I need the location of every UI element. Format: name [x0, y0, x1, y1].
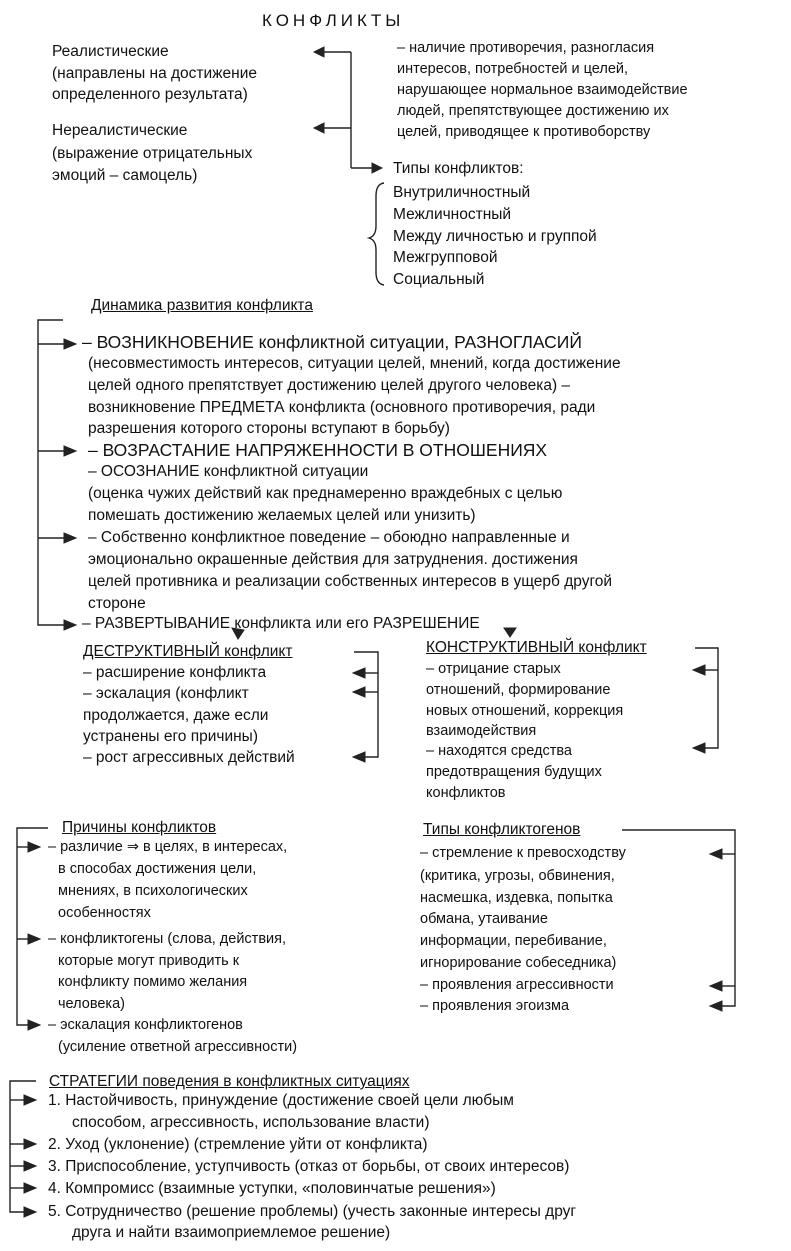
conflictogens-line: – стремление к превосходству — [420, 845, 626, 861]
dynamics-line: – РАЗВЕРТЫВАНИЕ конфликта или его РАЗРЕШЕНИЕ — [82, 615, 480, 632]
definition-line: целей, приводящее к противоборству — [397, 124, 651, 140]
conflict-type-item: Межличностный — [393, 206, 512, 223]
causes-line: особенностях — [58, 905, 151, 921]
dynamics-line: эмоционально окрашенные действия для затруднения. достижения — [88, 551, 578, 568]
causes-line: которые могут приводить к — [58, 953, 240, 969]
causes-line: – различие ⇒ в целях, в интересах, — [48, 839, 288, 855]
dynamics-header: Динамика развития конфликта — [91, 297, 313, 314]
unrealistic-desc-line: эмоций – самоцель) — [52, 167, 198, 184]
strategy-line: 3. Приспособление, уступчивость (отказ от борьбы, от своих интересов) — [48, 1158, 570, 1175]
dynamics-line: (несовместимость интересов, ситуации целей, мнений, когда достижение — [88, 355, 621, 372]
conflictogens-line: информации, перебивание, — [420, 933, 607, 949]
realistic-desc-line: (направлены на достижение — [52, 65, 258, 82]
causes-line: в способах достижения цели, — [58, 861, 257, 877]
constructive-line: взаимодействия — [426, 723, 537, 739]
conflict-types-header: Типы конфликтов: — [393, 160, 524, 177]
realistic-name: Реалистические — [52, 43, 169, 60]
unrealistic-name: Нереалистические — [52, 122, 188, 139]
conflictogens-line: – проявления эгоизма — [420, 998, 570, 1014]
page-title: КОНФЛИКТЫ — [262, 11, 405, 30]
dynamics-line: разрешения которого стороны вступают в борьбу) — [88, 420, 450, 437]
definition-line: людей, препятствующее достижению их — [397, 103, 669, 119]
conflict-type-item: Социальный — [393, 271, 485, 288]
constructive-line: отношений, формирование — [426, 682, 611, 698]
strategy-line: способом, агрессивность, использование власти) — [72, 1114, 430, 1131]
destructive-line: продолжается, даже если — [83, 707, 269, 724]
realistic-desc-line: определенного результата) — [52, 86, 248, 103]
unrealistic-desc-line: (выражение отрицательных — [52, 145, 253, 162]
strategy-line: 2. Уход (уклонение) (стремление уйти от конфликта) — [48, 1136, 428, 1153]
conflictogens-header: Типы конфликтогенов — [423, 821, 581, 838]
dynamics-line: – ОСОЗНАНИЕ конфликтной ситуации — [88, 463, 369, 480]
conflictogens-line: обмана, утаивание — [420, 911, 548, 927]
definition-line: интересов, потребностей и целей, — [397, 61, 629, 77]
dynamics-line: – ВОЗНИКНОВЕНИЕ конфликтной ситуации, РАЗНОГЛАСИЙ — [82, 332, 582, 352]
conflict-type-item: Внутриличностный — [393, 184, 531, 201]
destructive-header: ДЕСТРУКТИВНЫЙ конфликт — [83, 643, 293, 660]
constructive-line: конфликтов — [426, 785, 506, 801]
destructive-line: – эскалация (конфликт — [83, 685, 249, 702]
dynamics-line: – ВОЗРАСТАНИЕ НАПРЯЖЕННОСТИ В ОТНОШЕНИЯХ — [88, 440, 548, 460]
causes-line: мнениях, в психологических — [58, 883, 248, 899]
destructive-line: устранены его причины) — [83, 728, 258, 745]
conflictogens-line: (критика, угрозы, обвинения, — [420, 868, 615, 884]
dynamics-line: целей одного препятствует достижению целей другого человека) – — [88, 377, 571, 394]
destructive-line: – расширение конфликта — [83, 664, 267, 681]
causes-line: конфликту помимо желания — [58, 974, 248, 990]
definition-line: нарушающее нормальное взаимодействие — [397, 82, 688, 98]
dynamics-line: помешать достижению желаемых целей или унизить) — [88, 507, 476, 524]
constructive-line: предотвращения будущих — [426, 764, 602, 780]
dynamics-line: возникновение ПРЕДМЕТА конфликта (основного противоречия, ради — [88, 399, 596, 416]
destructive-line: – рост агрессивных действий — [83, 749, 295, 766]
causes-line: человека) — [58, 996, 125, 1012]
strategy-line: 5. Сотрудничество (решение проблемы) (учесть законные интересы друг — [48, 1203, 577, 1220]
definition-line: – наличие противоречия, разногласия — [397, 40, 655, 56]
dynamics-line: целей противника и реализации собственных интересов в ущерб другой — [88, 573, 613, 590]
constructive-header: КОНСТРУКТИВНЫЙ конфликт — [426, 639, 647, 656]
strategy-line: друга и найти взаимоприемлемое решение) — [72, 1224, 391, 1241]
constructive-line: – находятся средства — [426, 743, 572, 759]
strategy-line: 4. Компромисс (взаимные уступки, «половинчатые решения») — [48, 1180, 496, 1197]
causes-line: (усиление ответной агрессивности) — [58, 1039, 298, 1055]
dynamics-line: стороне — [88, 595, 146, 612]
causes-header: Причины конфликтов — [62, 819, 217, 836]
constructive-line: – отрицание старых — [426, 661, 561, 677]
conflict-type-item: Межгрупповой — [393, 249, 498, 266]
causes-line: – эскалация конфликтогенов — [48, 1017, 243, 1033]
strategies-header: СТРАТЕГИИ поведения в конфликтных ситуациях — [49, 1073, 410, 1090]
causes-line: – конфликтогены (слова, действия, — [48, 931, 287, 947]
constructive-line: новых отношений, коррекция — [426, 703, 624, 719]
conflictogens-line: насмешка, издевка, попытка — [420, 890, 613, 906]
dynamics-line: – Собственно конфликтное поведение – обоюдно направленные и — [88, 529, 570, 546]
conflictogens-line: – проявления агрессивности — [420, 977, 614, 993]
conflictogens-line: игнорирование собеседника) — [420, 955, 617, 971]
conflict-type-item: Между личностью и группой — [393, 228, 597, 245]
dynamics-line: (оценка чужих действий как преднамеренно враждебных с целью — [88, 485, 563, 502]
strategy-line: 1. Настойчивость, принуждение (достижение своей цели любым — [48, 1092, 514, 1109]
